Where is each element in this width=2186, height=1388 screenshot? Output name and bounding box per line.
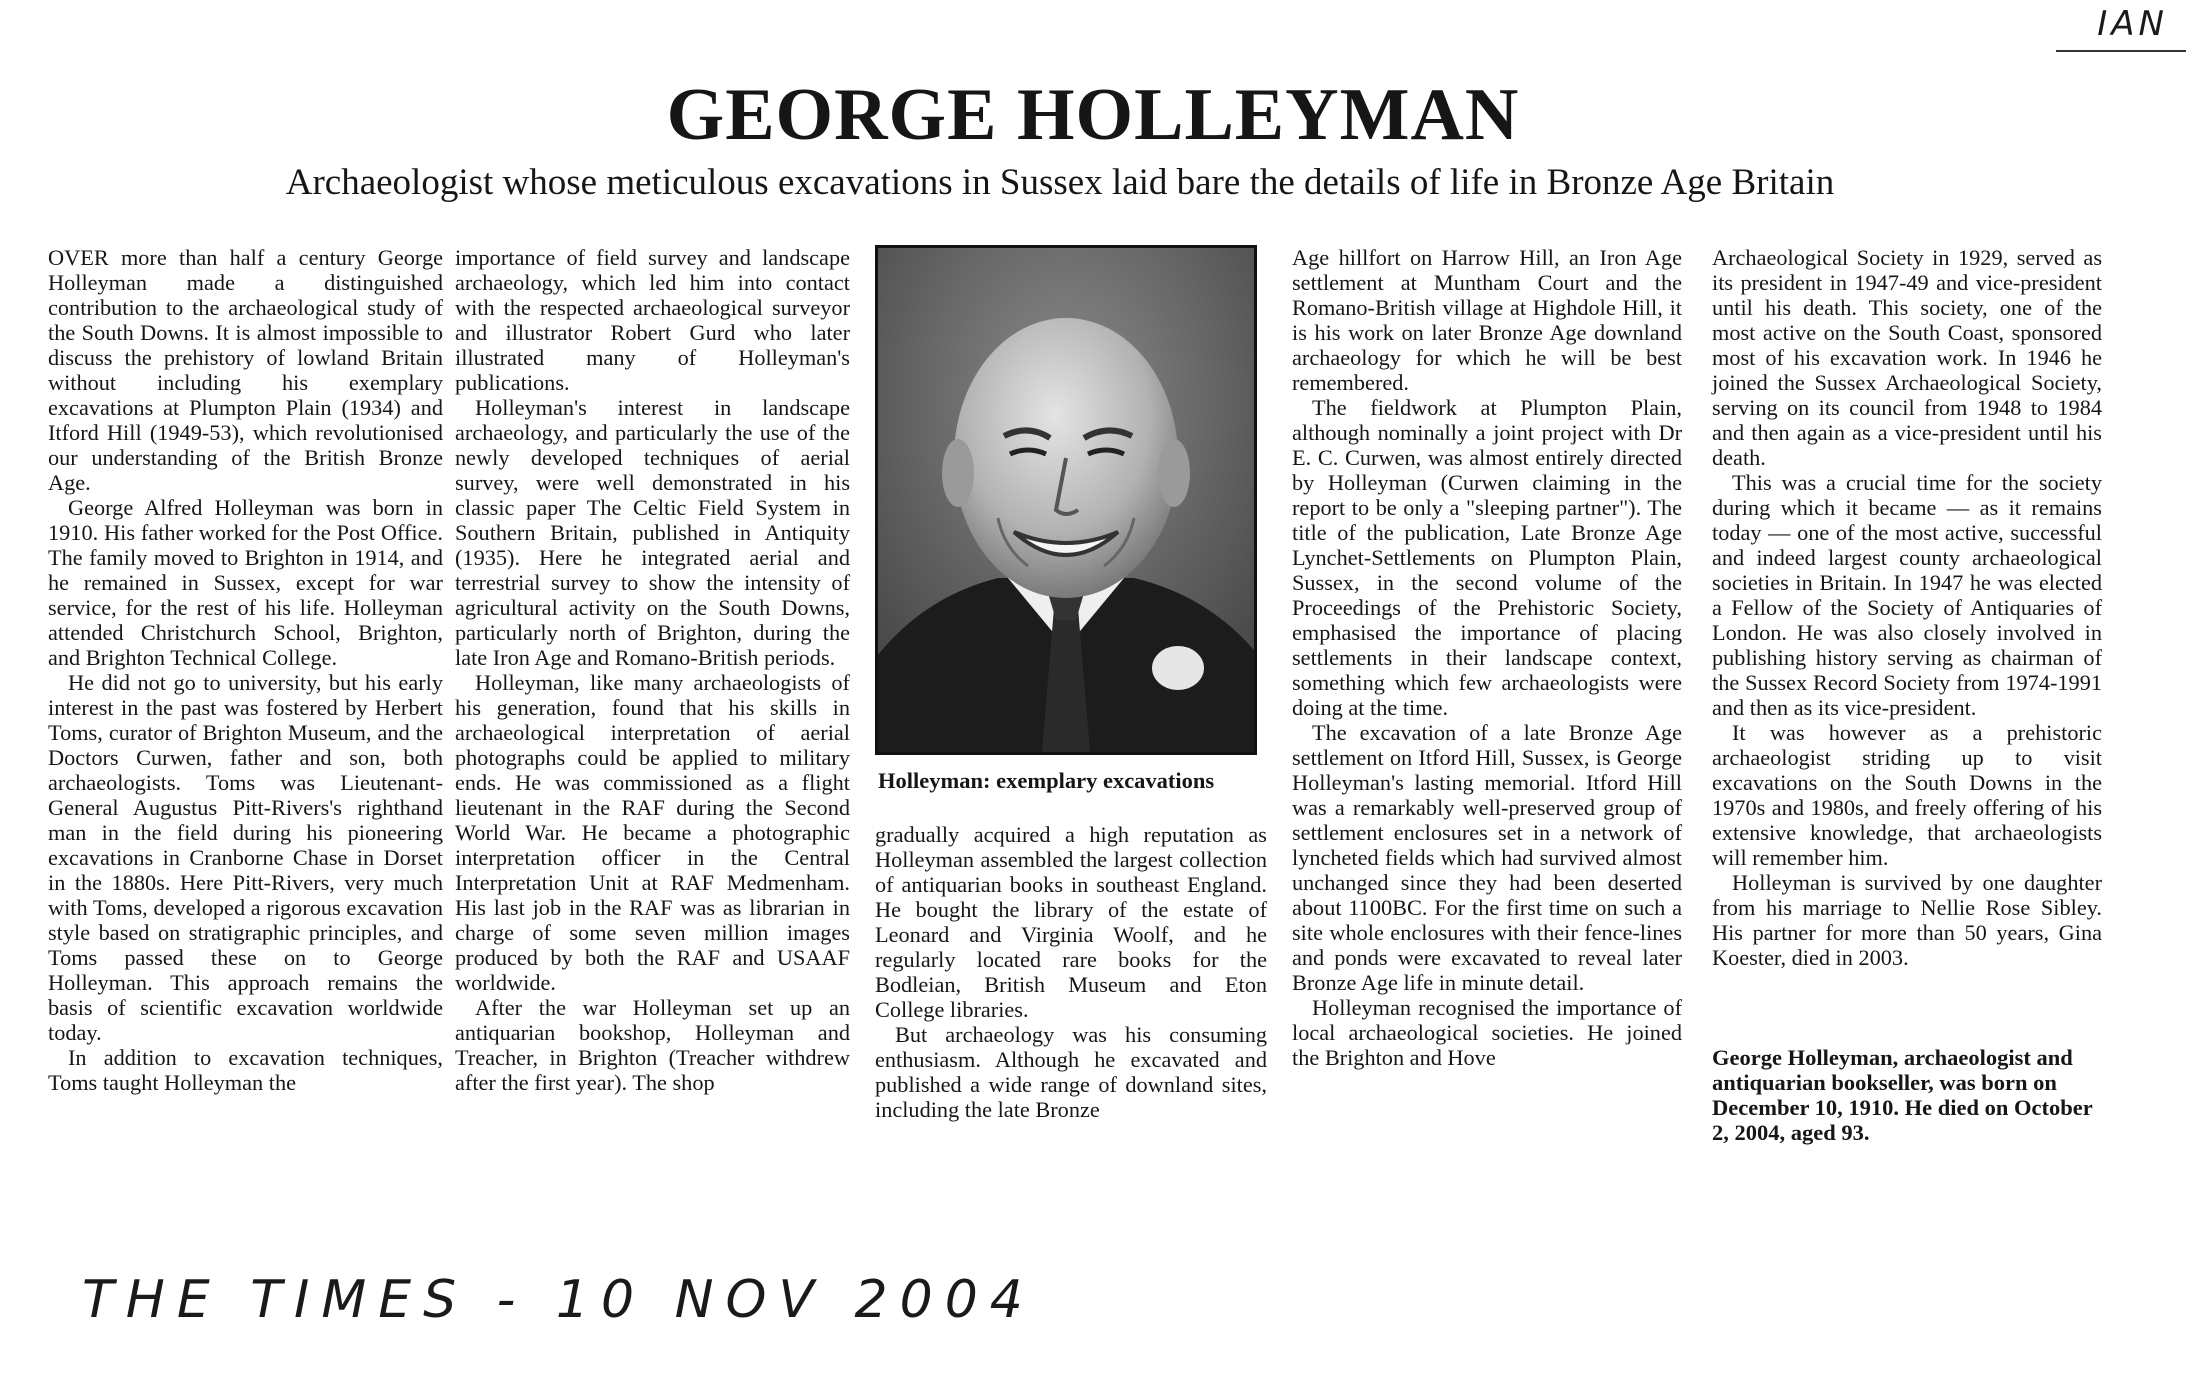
portrait-illustration <box>878 248 1254 752</box>
article-column-2 <box>455 245 850 1095</box>
headline: GEORGE HOLLEYMAN <box>666 74 1520 156</box>
paragraph: George Alfred Holleyman was born in 1910. His father worked for the Post Office. The family moved to Brighton in 1914, and he remained in Sussex, except for war service, for the rest of his life. Holleyman attended Christchurch School, Brighton, and Brighton Technical College. <box>48 495 443 670</box>
paragraph: This was a crucial time for the society during which it became — as it remains today — one of the most active, successful and indeed largest county archaeological societies in Britain. In 1947 he was elected a Fellow of the Society of Antiquaries of London. He was also closely involved in publishing history serving as chairman of the Sussex Record Society from 1974-1991 and then as its vice-president. <box>1712 470 2102 720</box>
paragraph: In addition to excavation techniques, Toms taught Holleyman the <box>48 1045 443 1095</box>
paragraph: But archaeology was his consuming enthusiasm. Although he excavated and published a wide range of downland sites, including the late Bronze <box>875 1022 1267 1122</box>
paragraph: He did not go to university, but his early interest in the past was fostered by Herbert Toms, curator of Brighton Museum, and the Doctors Curwen, father and son, both archaeologists. Toms was Lieutenant-General Augustus Pitt-Rivers's righthand man in the field during his pioneering excavations in Cranborne Chase in Dorset in the 1880s. Here Pitt-Rivers, very much with Toms, developed a rigorous excavation style based on stratigraphic principles, and Toms passed these on to George Holleyman. This approach remains the basis of scientific excavation worldwide today. <box>48 670 443 1045</box>
paragraph: Archaeological Society in 1929, served as its president in 1947-49 and vice-president until his death. This society, one of the most active on the South Coast, sponsored most of his excavation work. In 1946 he joined the Sussex Archaeological Society, serving on its council from 1948 to 1984 and then again as a vice-president until his death. <box>1712 245 2102 470</box>
handwritten-corner-note: IAN <box>2097 4 2168 44</box>
article-column-3 <box>875 822 1267 1122</box>
paragraph: The fieldwork at Plumpton Plain, although nominally a joint project with Dr E. C. Curwen, was almost entirely directed by Holleyman (Curwen claiming in the report to be only a "sleeping partner"). The title of the publication, Late Bronze Age Lynchet-Settlements on Plumpton Plain, Sussex, in the second volume of the Proceedings of the Prehistoric Society, emphasised the importance of placing settlements in their landscape context, something which few archaeologists were doing at the time. <box>1292 395 1682 720</box>
photo-caption: Holleyman: exemplary excavations <box>878 768 1215 793</box>
article-column-4 <box>1292 245 1682 1070</box>
paragraph: Holleyman's interest in landscape archaeology, and particularly the use of the newly developed techniques of aerial survey, were well demonstrated in his classic paper The Celtic Field System in Southern Britain, published in Antiquity (1935). Here he integrated aerial and terrestrial survey to show the intensity of agricultural activity on the South Downs, particularly north of Brighton, during the late Iron Age and Romano-British periods. <box>455 395 850 670</box>
standfirst: Archaeologist whose meticulous excavations in Sussex laid bare the details of life in Bronze Age Britain <box>285 162 1835 203</box>
paragraph: After the war Holleyman set up an antiquarian bookshop, Holleyman and Treacher, in Brighton (Treacher withdrew after the first year). The shop <box>455 995 850 1095</box>
paragraph: It was however as a prehistoric archaeologist striding up to visit excavations on the South Downs in the 1970s and 1980s, and freely offering of his extensive knowledge, that archaeologists will remember him. <box>1712 720 2102 870</box>
paragraph: Age hillfort on Harrow Hill, an Iron Age settlement at Muntham Court and the Romano-British village at Highdole Hill, it is his work on later Bronze Age downland archaeology for which he will be best remembered. <box>1292 245 1682 395</box>
paragraph: The excavation of a late Bronze Age settlement on Itford Hill, Sussex, is George Holleyman's lasting memorial. Itford Hill was a remarkably well-preserved group of settlement enclosures set in a network of lyncheted fields which had survived almost unchanged since they had been deserted about 1100BC. For the first time on such a site whole enclosures with their fence-lines and ponds were excavated to reveal later Bronze Age life in minute detail. <box>1292 720 1682 995</box>
paragraph: OVER more than half a century George Holleyman made a distinguished contribution to the archaeological study of the South Downs. It is almost impossible to discuss the prehistory of lowland Britain without including his exemplary excavations at Plumpton Plain (1934) and Itford Hill (1949-53), which revolutionised our understanding of the British Bronze Age. <box>48 245 443 495</box>
paragraph: Holleyman recognised the importance of local archaeological societies. He joined the Brighton and Hove <box>1292 995 1682 1070</box>
paragraph: importance of field survey and landscape archaeology, which led him into contact with the respected archaeological surveyor and illustrator Robert Gurd who later illustrated many of Holleyman's publications. <box>455 245 850 395</box>
article-column-1 <box>48 245 443 1095</box>
paragraph: Holleyman is survived by one daughter from his marriage to Nellie Rose Sibley. His partner for more than 50 years, Gina Koester, died in 2003. <box>1712 870 2102 970</box>
biographical-note: George Holleyman, archaeologist and antiquarian bookseller, was born on December 10, 1910. He died on October 2, 2004, aged 93. <box>1712 1045 2093 1145</box>
handwritten-source-note: THE TIMES - 10 NOV 2004 <box>82 1270 1035 1330</box>
paragraph: gradually acquired a high reputation as Holleyman assembled the largest collection of antiquarian books in southeast England. He bought the library of the estate of Leonard and Virginia Woolf, and he regularly located rare books for the Bodleian, British Museum and Eton College libraries. <box>875 822 1267 1022</box>
paragraph: Holleyman, like many archaeologists of his generation, found that his skills in archaeological interpretation of aerial photographs could be applied to military ends. He was commissioned as a flight lieutenant in the RAF during the Second World War. He became a photographic interpretation officer in the Central Interpretation Unit at RAF Medmenham. His last job in the RAF was as librarian in charge of some seven million images produced by both the RAF and USAAF worldwide. <box>455 670 850 995</box>
portrait-photo <box>875 245 1257 755</box>
article-column-5 <box>1712 245 2102 970</box>
handwritten-underline <box>2056 50 2186 52</box>
